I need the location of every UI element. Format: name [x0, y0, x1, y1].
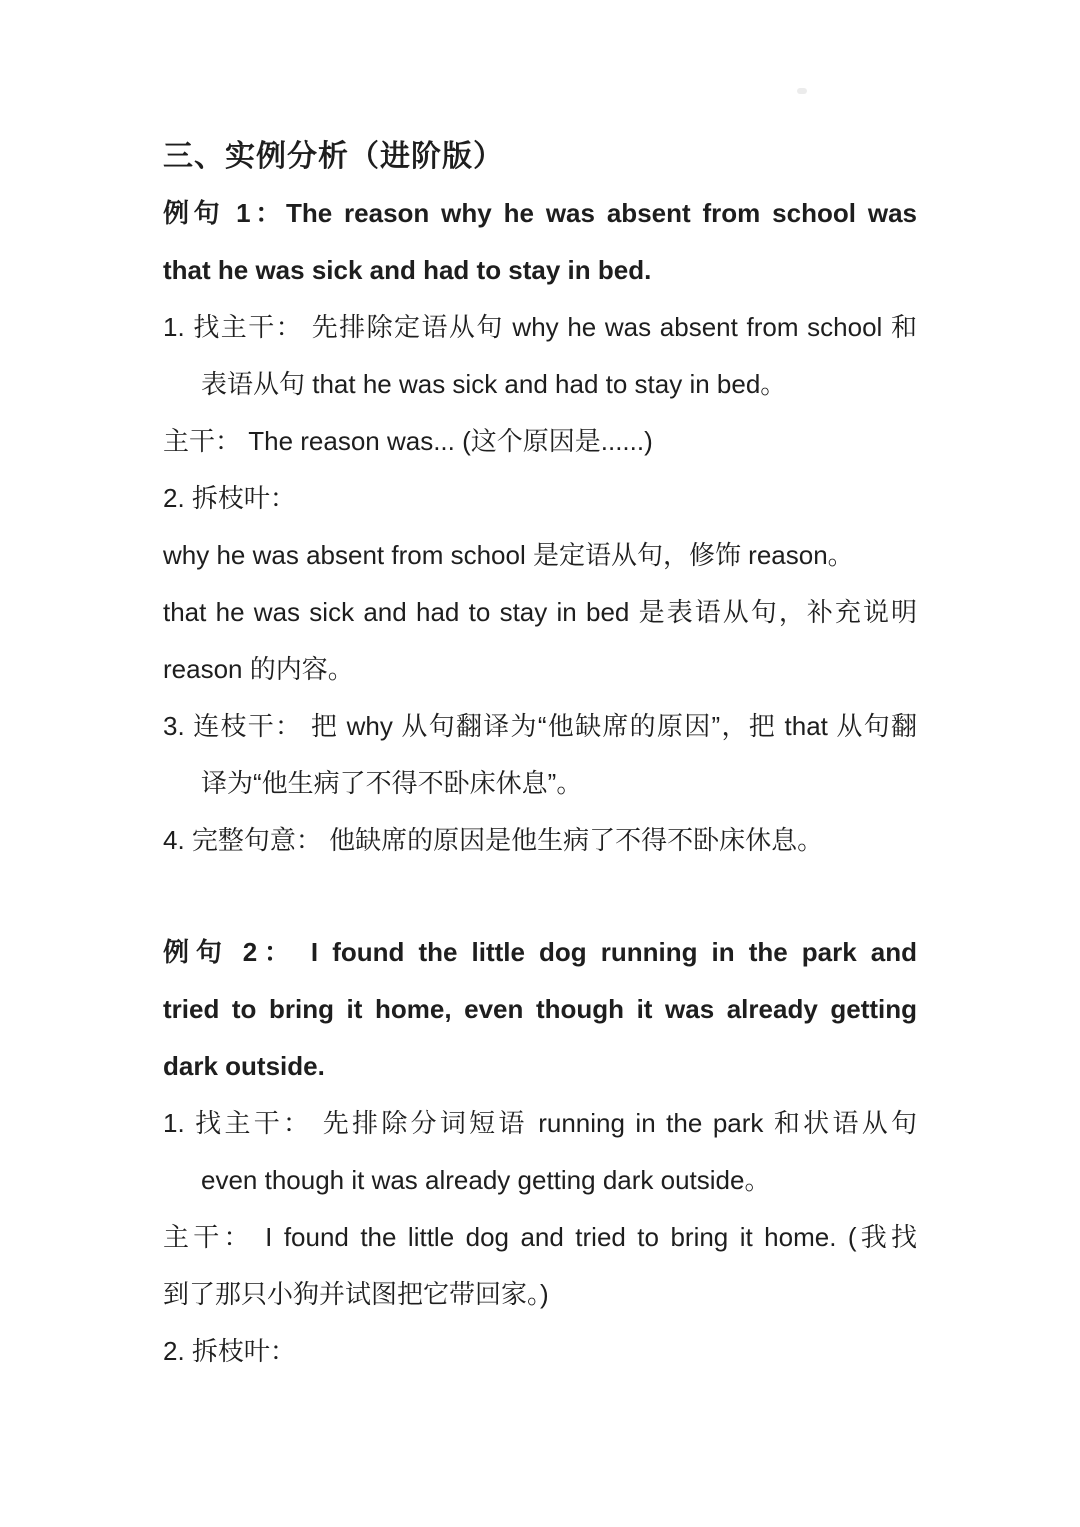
- example-sentence-line: 例句 2： I found the little dog running in the park and: [163, 937, 917, 967]
- section-heading: 三、实例分析（进阶版）: [163, 140, 504, 173]
- analysis-line: 4. 完整句意： 他缺席的原因是他生病了不得不卧床休息。: [163, 825, 824, 855]
- example-sentence-line: 例句 1：The reason why he was absent from school was: [163, 198, 917, 228]
- analysis-line: reason 的内容。: [163, 654, 354, 684]
- analysis-line: 2. 拆枝叶：: [163, 483, 296, 513]
- analysis-line: 主干： The reason was... (这个原因是......): [163, 426, 653, 456]
- analysis-line: 到了那只小狗并试图把它带回家。): [163, 1279, 549, 1309]
- analysis-line: 2. 拆枝叶：: [163, 1336, 296, 1366]
- analysis-line: even though it was already getting dark outside。: [201, 1165, 771, 1195]
- analysis-line: 1. 找主干： 先排除定语从句 why he was absent from school 和: [163, 312, 917, 342]
- analysis-line: 译为“他生病了不得不卧床休息”。: [201, 768, 583, 798]
- example-sentence-line: dark outside.: [163, 1051, 325, 1081]
- analysis-line: 主干： I found the little dog and tried to bring it home. (我找: [163, 1222, 917, 1252]
- scan-artifact: [797, 88, 807, 94]
- example-sentence-line: tried to bring it home, even though it was already getting: [163, 994, 917, 1024]
- analysis-line: why he was absent from school 是定语从句，修饰 reason。: [163, 540, 854, 570]
- analysis-line: 表语从句 that he was sick and had to stay in bed。: [201, 369, 787, 399]
- analysis-line: 3. 连枝干： 把 why 从句翻译为“他缺席的原因”，把 that 从句翻: [163, 711, 917, 741]
- document-body: [163, 185, 917, 1380]
- analysis-line: that he was sick and had to stay in bed 是表语从句，补充说明: [163, 597, 917, 627]
- example-sentence-line: that he was sick and had to stay in bed.: [163, 255, 652, 285]
- analysis-line: 1. 找主干： 先排除分词短语 running in the park 和状语从句: [163, 1108, 917, 1138]
